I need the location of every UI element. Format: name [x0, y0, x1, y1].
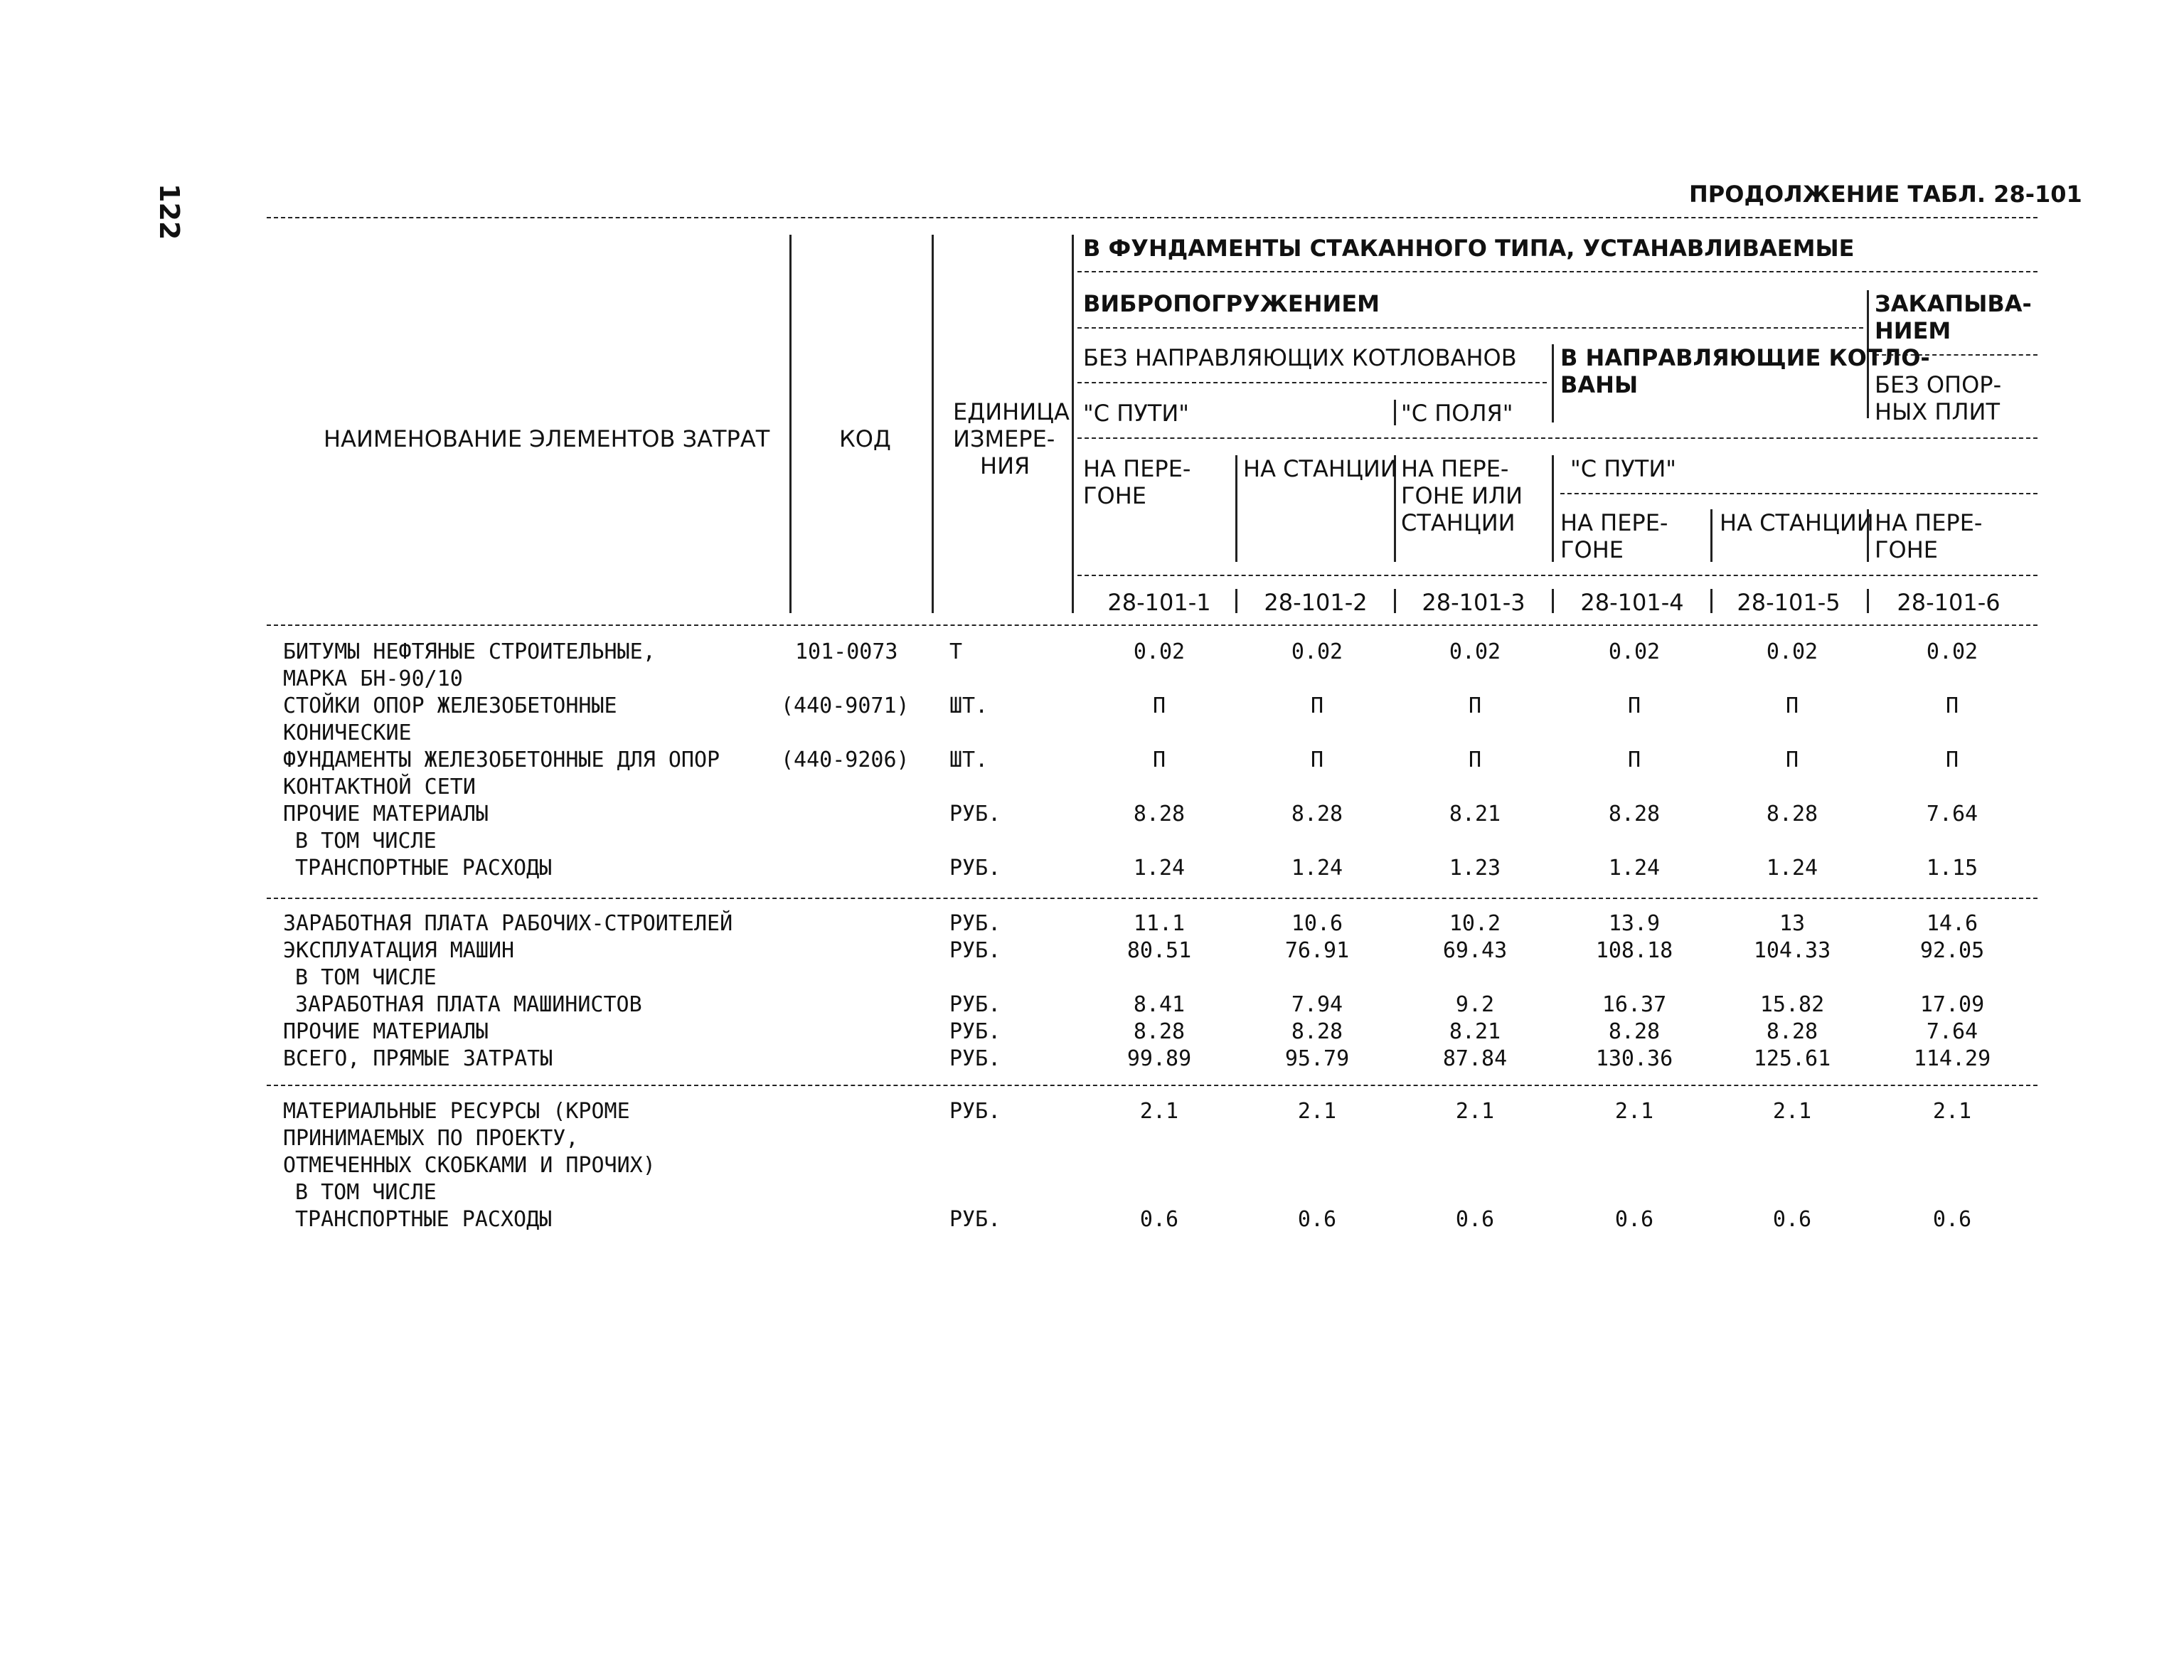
- row-unit: ШТ.: [949, 748, 989, 772]
- row-value: 8.28: [1133, 1019, 1186, 1044]
- row-value: П: [1468, 748, 1482, 772]
- header-bottom-rule: [267, 624, 2037, 626]
- row-value: 2.1: [1455, 1099, 1495, 1124]
- code-sep-5: [1867, 589, 1869, 613]
- header-unit-line2: ИЗМЕРЕ-: [953, 425, 1055, 452]
- row-value: 8.28: [1766, 1019, 1818, 1044]
- row-name: МАРКА БН-90/10: [283, 666, 463, 691]
- row-name: СТОЙКИ ОПОР ЖЕЛЕЗОБЕТОННЫЕ: [283, 693, 617, 718]
- row-value: 0.6: [1455, 1207, 1495, 1232]
- row-name: ПРОЧИЕ МАТЕРИАЛЫ: [283, 1019, 489, 1044]
- row-unit: РУБ.: [949, 938, 1001, 963]
- row-unit: РУБ.: [949, 1207, 1001, 1232]
- row-value: 13: [1779, 911, 1806, 936]
- header-na-pere-1a: НА ПЕРЕ-: [1083, 455, 1191, 482]
- row-name: В ТОМ ЧИСЛЕ: [295, 1180, 437, 1205]
- row-value: 87.84: [1442, 1046, 1508, 1071]
- col-code-4: 28-101-4: [1580, 589, 1684, 616]
- row-value: П: [1945, 748, 1959, 772]
- col-code-5: 28-101-5: [1737, 589, 1841, 616]
- row-value: 7.94: [1291, 992, 1343, 1017]
- row-name: ЗАРАБОТНАЯ ПЛАТА РАБОЧИХ-СТРОИТЕЛЕЙ: [283, 911, 733, 936]
- header-s-puti-2: "С ПУТИ": [1570, 455, 1676, 482]
- row-value: 2.1: [1614, 1099, 1654, 1124]
- row-name: ВСЕГО, ПРЯМЫЕ ЗАТРАТЫ: [283, 1046, 553, 1071]
- row-value: 104.33: [1753, 938, 1831, 963]
- header-bez-opor-1: БЕЗ ОПОР-: [1875, 371, 2002, 398]
- header-na-pere-3b: ГОНЕ: [1875, 536, 1938, 563]
- header-v-napr-2: ВАНЫ: [1560, 371, 1639, 398]
- row-unit: РУБ.: [949, 911, 1001, 936]
- col-code-2: 28-101-2: [1264, 589, 1368, 616]
- row-name: В ТОМ ЧИСЛЕ: [295, 829, 437, 854]
- row-value: 114.29: [1913, 1046, 1991, 1071]
- row-value: 99.89: [1126, 1046, 1192, 1071]
- header-rule-3: [1077, 382, 1547, 383]
- header-s-puti-1: "С ПУТИ": [1083, 400, 1189, 427]
- row-value: П: [1468, 693, 1482, 718]
- row-unit: РУБ.: [949, 1046, 1001, 1071]
- row-value: 108.18: [1595, 938, 1673, 963]
- row-value: 16.37: [1602, 992, 1667, 1017]
- row-value: П: [1310, 693, 1324, 718]
- row-value: 10.2: [1449, 911, 1501, 936]
- row-value: 7.64: [1926, 802, 1978, 826]
- top-rule: [267, 217, 2037, 218]
- header-rule-5: [1560, 493, 2037, 494]
- col-code-6: 28-101-6: [1897, 589, 2001, 616]
- row-name: ФУНДАМЕНТЫ ЖЕЛЕЗОБЕТОННЫЕ ДЛЯ ОПОР: [283, 748, 720, 772]
- row-value: 8.28: [1766, 802, 1818, 826]
- row-name: ПРИНИМАЕМЫХ ПО ПРОЕКТУ,: [283, 1126, 579, 1151]
- row-name: ЗАРАБОТНАЯ ПЛАТА МАШИНИСТОВ: [295, 992, 642, 1017]
- row-value: П: [1152, 748, 1166, 772]
- row-unit: Т: [949, 639, 963, 664]
- row-value: 1.23: [1449, 856, 1501, 881]
- row-value: 2.1: [1139, 1099, 1179, 1124]
- row-value: 8.28: [1133, 802, 1186, 826]
- row-name: КОНТАКТНОЙ СЕТИ: [283, 775, 476, 799]
- row-value: 0.6: [1772, 1207, 1812, 1232]
- row-name: ТРАНСПОРТНЫЕ РАСХОДЫ: [295, 856, 553, 881]
- section-rule-1: [267, 898, 2037, 899]
- row-value: 0.02: [1926, 639, 1978, 664]
- header-na-pere-ili-2: ГОНЕ ИЛИ: [1401, 482, 1523, 509]
- row-value: П: [1310, 748, 1324, 772]
- header-code-col: КОД: [839, 425, 891, 452]
- row-value: 0.02: [1608, 639, 1661, 664]
- row-value: 1.24: [1766, 856, 1818, 881]
- row-value: 14.6: [1926, 911, 1978, 936]
- sub-sep-1: [1235, 455, 1237, 562]
- row-value: 10.6: [1291, 911, 1343, 936]
- row-value: 0.02: [1291, 639, 1343, 664]
- col-code-3: 28-101-3: [1422, 589, 1525, 616]
- row-value: П: [1627, 693, 1641, 718]
- row-value: 0.02: [1766, 639, 1818, 664]
- header-zakap-2: НИЕМ: [1875, 317, 1951, 344]
- row-name: БИТУМЫ НЕФТЯНЫЕ СТРОИТЕЛЬНЫЕ,: [283, 639, 656, 664]
- header-rule-6: [1077, 575, 2037, 576]
- row-value: 125.61: [1753, 1046, 1831, 1071]
- header-group-top: В ФУНДАМЕНТЫ СТАКАННОГО ТИПА, УСТАНАВЛИВАЕМЫЕ: [1083, 235, 1855, 262]
- row-unit: РУБ.: [949, 1019, 1001, 1044]
- header-na-pere-3a: НА ПЕРЕ-: [1875, 509, 1983, 536]
- header-s-polya: "С ПОЛЯ": [1401, 400, 1513, 427]
- row-value: 0.6: [1139, 1207, 1179, 1232]
- row-value: 9.2: [1455, 992, 1495, 1017]
- row-value: 1.24: [1291, 856, 1343, 881]
- row-unit: РУБ.: [949, 1099, 1001, 1124]
- row-value: 0.02: [1449, 639, 1501, 664]
- row-name: ТРАНСПОРТНЫЕ РАСХОДЫ: [295, 1207, 553, 1232]
- section-rule-2: [267, 1085, 2037, 1086]
- row-value: 7.64: [1926, 1019, 1978, 1044]
- header-unit-line3: НИЯ: [980, 452, 1030, 479]
- row-name: В ТОМ ЧИСЛЕ: [295, 965, 437, 990]
- row-unit: РУБ.: [949, 802, 1001, 826]
- header-zakap-1: ЗАКАПЫВА-: [1875, 290, 2032, 317]
- row-unit: ШТ.: [949, 693, 989, 718]
- s-polya-separator: [1394, 400, 1396, 425]
- row-value: П: [1152, 693, 1166, 718]
- name-col-separator: [789, 235, 792, 613]
- header-rule-4: [1077, 437, 2037, 439]
- header-na-stancii-1: НА СТАНЦИИ: [1243, 455, 1397, 482]
- row-name: МАТЕРИАЛЬНЫЕ РЕСУРСЫ (КРОМЕ: [283, 1099, 630, 1124]
- header-na-pere-ili-3: СТАНЦИИ: [1401, 509, 1516, 536]
- row-name: ОТМЕЧЕННЫХ СКОБКАМИ И ПРОЧИХ): [283, 1153, 656, 1178]
- row-value: 130.36: [1595, 1046, 1673, 1071]
- sub-sep-4: [1710, 509, 1712, 562]
- row-value: 2.1: [1297, 1099, 1337, 1124]
- row-value: 8.21: [1449, 1019, 1501, 1044]
- row-value: 8.21: [1449, 802, 1501, 826]
- row-value: 2.1: [1932, 1099, 1972, 1124]
- header-na-pere-1b: ГОНЕ: [1083, 482, 1146, 509]
- row-value: П: [1627, 748, 1641, 772]
- row-value: 0.6: [1614, 1207, 1654, 1232]
- row-value: 1.24: [1133, 856, 1186, 881]
- row-value: 17.09: [1919, 992, 1985, 1017]
- row-name: КОНИЧЕСКИЕ: [283, 721, 412, 745]
- row-value: 13.9: [1608, 911, 1661, 936]
- col-code-1: 28-101-1: [1107, 589, 1211, 616]
- header-na-pere-2b: ГОНЕ: [1560, 536, 1624, 563]
- header-na-pere-ili-1: НА ПЕРЕ-: [1401, 455, 1509, 482]
- header-na-pere-2a: НА ПЕРЕ-: [1560, 509, 1668, 536]
- header-rule-2: [1077, 327, 1863, 329]
- row-value: П: [1785, 748, 1799, 772]
- table-caption: ПРОДОЛЖЕНИЕ ТАБЛ. 28-101: [1689, 181, 2082, 208]
- code-col-separator: [932, 235, 934, 613]
- header-vibro: ВИБРОПОГРУЖЕНИЕМ: [1083, 290, 1380, 317]
- sub-sep-3: [1552, 455, 1554, 562]
- row-value: 80.51: [1126, 938, 1192, 963]
- row-value: П: [1785, 693, 1799, 718]
- row-value: 1.15: [1926, 856, 1978, 881]
- row-unit: РУБ.: [949, 992, 1001, 1017]
- page-number: 122: [154, 184, 185, 240]
- row-value: 8.28: [1291, 1019, 1343, 1044]
- row-value: П: [1945, 693, 1959, 718]
- row-value: 8.28: [1291, 802, 1343, 826]
- header-name-col: НАИМЕНОВАНИЕ ЭЛЕМЕНТОВ ЗАТРАТ: [324, 425, 770, 452]
- row-value: 15.82: [1759, 992, 1825, 1017]
- header-bez-opor-2: НЫХ ПЛИТ: [1875, 398, 2000, 425]
- row-value: 0.6: [1297, 1207, 1337, 1232]
- row-value: 1.24: [1608, 856, 1661, 881]
- row-name: ЭКСПЛУАТАЦИЯ МАШИН: [283, 938, 515, 963]
- row-value: 8.28: [1608, 1019, 1661, 1044]
- row-value: 92.05: [1919, 938, 1985, 963]
- row-value: 0.02: [1133, 639, 1186, 664]
- row-value: 69.43: [1442, 938, 1508, 963]
- row-value: 95.79: [1284, 1046, 1350, 1071]
- row-code: (440-9071): [781, 693, 910, 718]
- row-name: ПРОЧИЕ МАТЕРИАЛЫ: [283, 802, 489, 826]
- row-code: 101-0073: [795, 639, 898, 664]
- header-na-stancii-2: НА СТАНЦИИ: [1720, 509, 1874, 536]
- row-value: 11.1: [1133, 911, 1186, 936]
- unit-col-separator: [1072, 235, 1074, 613]
- row-value: 0.6: [1932, 1207, 1972, 1232]
- row-value: 2.1: [1772, 1099, 1812, 1124]
- header-rule-1: [1077, 271, 2037, 272]
- row-value: 8.28: [1608, 802, 1661, 826]
- header-v-napr-1: В НАПРАВЛЯЮЩИЕ КОТЛО-: [1560, 344, 1930, 371]
- row-code: (440-9206): [781, 748, 910, 772]
- row-value: 8.41: [1133, 992, 1186, 1017]
- row-unit: РУБ.: [949, 856, 1001, 881]
- header-bez-napr: БЕЗ НАПРАВЛЯЮЩИХ КОТЛОВАНОВ: [1083, 344, 1517, 371]
- v-napr-separator: [1552, 344, 1554, 422]
- row-value: 76.91: [1284, 938, 1350, 963]
- header-unit-line1: ЕДИНИЦА: [953, 398, 1070, 425]
